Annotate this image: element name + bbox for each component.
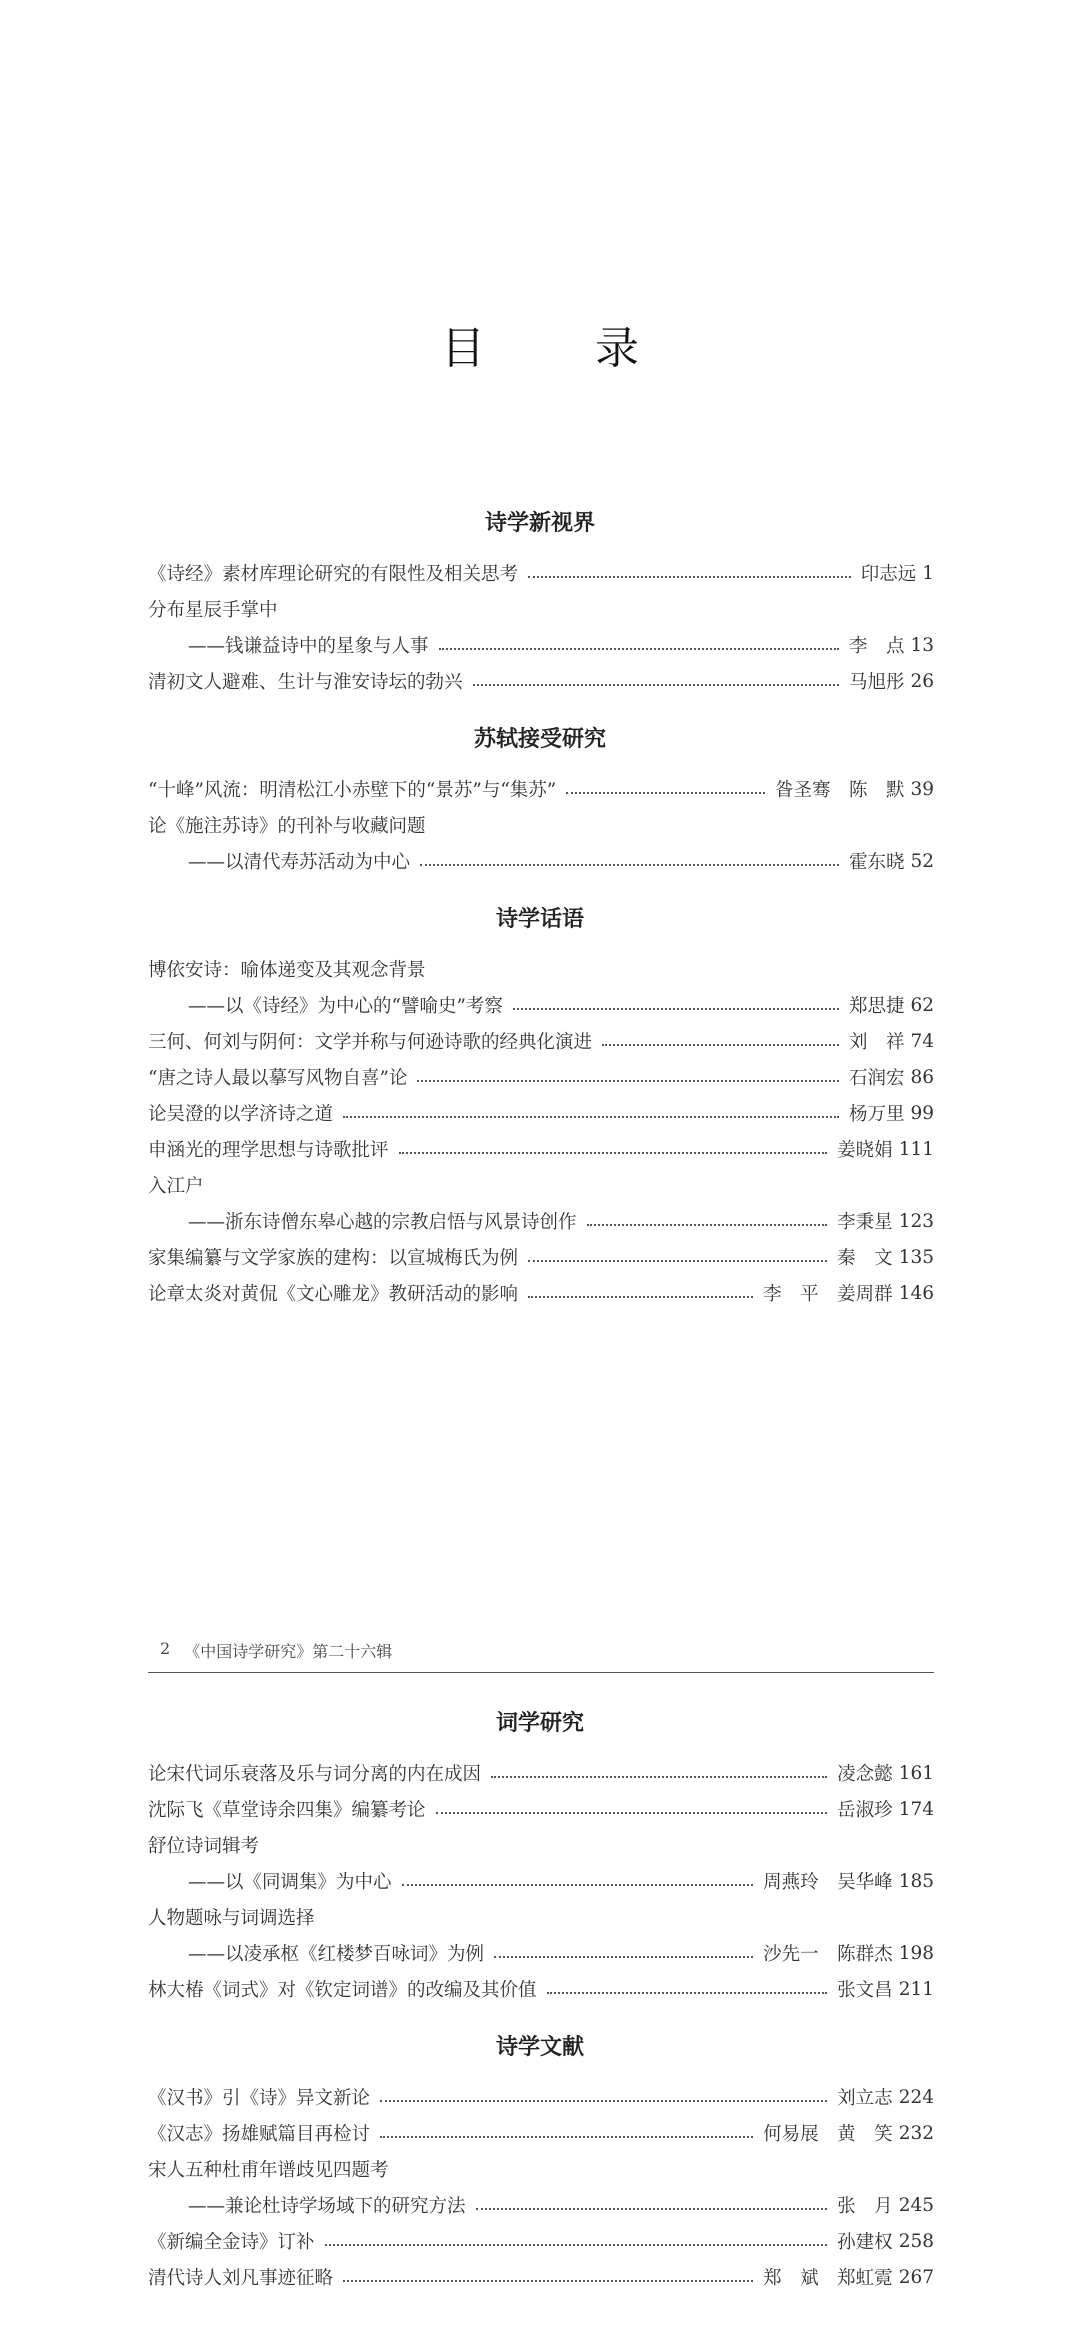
- toc-entry[interactable]: [188, 1866, 934, 1896]
- entry-title: 清代诗人刘凡事迹征略: [148, 2268, 334, 2289]
- entry-page: 123: [898, 1210, 934, 1232]
- entry-title: 入江户: [148, 1176, 204, 1197]
- entry-page: 39: [910, 778, 934, 800]
- entry-title: ——以《同调集》为中心: [188, 1872, 392, 1893]
- entry-author: 张文昌: [837, 1980, 893, 2001]
- entry-title: 《诗经》素材库理论研究的有限性及相关思考: [148, 564, 519, 585]
- entry-author: 郑 斌 郑虹霓: [763, 2268, 893, 2289]
- toc-entry[interactable]: [148, 594, 934, 624]
- toc-entry[interactable]: [148, 2226, 934, 2256]
- entry-title: ——以凌承枢《红楼梦百咏词》为例: [188, 1944, 485, 1965]
- section-title: 诗学文献: [495, 2035, 584, 2060]
- entry-page: 99: [910, 1102, 934, 1124]
- entry-page: 245: [898, 2194, 934, 2216]
- dot-leader: [439, 648, 839, 650]
- toc-entry[interactable]: [188, 990, 934, 1020]
- toc-entry[interactable]: [148, 810, 934, 840]
- entry-title: 申涵光的理学思想与诗歌批评: [148, 1140, 389, 1161]
- dot-leader: [587, 1224, 828, 1226]
- running-header-page: 2: [160, 1639, 171, 1658]
- entry-author: 霍东晓: [848, 852, 905, 873]
- toc-entry[interactable]: [148, 1026, 934, 1056]
- toc-entry[interactable]: [148, 2154, 934, 2184]
- dot-leader: [566, 792, 765, 794]
- toc-entry[interactable]: [148, 2082, 934, 2112]
- dot-leader: [325, 2244, 828, 2246]
- toc-entry[interactable]: [188, 630, 934, 660]
- dot-leader: [494, 1956, 753, 1958]
- entry-title: 家集编纂与文学家族的建构：以宣城梅氏为例: [148, 1248, 519, 1269]
- toc-entry[interactable]: [148, 1278, 934, 1308]
- entry-title: 论章太炎对黄侃《文心雕龙》教研活动的影响: [148, 1284, 519, 1305]
- entry-page: 86: [910, 1066, 934, 1088]
- entry-author: 刘 祥: [848, 1032, 905, 1053]
- entry-author: 李 点: [848, 636, 905, 657]
- section-title: 苏轼接受研究: [473, 727, 606, 752]
- dot-leader: [528, 576, 851, 578]
- dot-leader: [547, 1992, 828, 1994]
- entry-page: 224: [898, 2086, 934, 2108]
- dot-leader: [473, 684, 839, 686]
- section-title: 词学研究: [495, 1711, 584, 1736]
- entry-page: 13: [910, 634, 934, 656]
- entry-author: 岳淑珍: [837, 1800, 893, 1821]
- entry-title: 林大椿《词式》对《钦定词谱》的改编及其价值: [148, 1980, 537, 2001]
- entry-page: 161: [898, 1762, 934, 1784]
- entry-page: 185: [898, 1870, 934, 1892]
- title-char-right: 录: [595, 323, 639, 374]
- toc-entry[interactable]: [148, 1062, 934, 1092]
- entry-title: 三何、何刘与阴何：文学并称与何逊诗歌的经典化演进: [148, 1032, 593, 1053]
- entry-title: ——浙东诗僧东皋心越的宗教启悟与风景诗创作: [188, 1212, 577, 1233]
- entry-title: 《汉志》扬雄赋篇目再检讨: [148, 2124, 371, 2145]
- entry-author: 孙建权: [837, 2232, 893, 2253]
- toc-entry[interactable]: [148, 1974, 934, 2004]
- entry-page: 1: [922, 562, 934, 584]
- entry-author: 昝圣骞 陈 默: [774, 780, 905, 801]
- entry-page: 211: [898, 1978, 934, 2000]
- dot-leader: [513, 1008, 839, 1010]
- section-title: 诗学新视界: [484, 511, 595, 536]
- toc-entry[interactable]: [148, 954, 934, 984]
- entry-title: 清初文人避难、生计与淮安诗坛的勃兴: [148, 672, 463, 693]
- entry-author: 何易展 黄 笑: [763, 2124, 893, 2145]
- running-header: [148, 1637, 934, 1673]
- entry-title: 论《施注苏诗》的刊补与收藏问题: [148, 816, 426, 837]
- dot-leader: [476, 2208, 828, 2210]
- entry-author: 沙先一 陈群杰: [763, 1944, 893, 1965]
- entry-title: 人物题咏与词调选择: [148, 1908, 315, 1929]
- toc-entry[interactable]: [188, 1938, 934, 1968]
- entry-author: 马旭彤: [848, 672, 905, 693]
- toc-entry[interactable]: [148, 2118, 934, 2148]
- toc-entry[interactable]: [148, 1242, 934, 1272]
- dot-leader: [402, 1884, 754, 1886]
- entry-page: 26: [910, 670, 934, 692]
- toc-entry[interactable]: [188, 2190, 934, 2220]
- dot-leader: [343, 1116, 839, 1118]
- entry-page: 52: [910, 850, 934, 872]
- entry-author: 凌念懿: [837, 1764, 893, 1785]
- entry-author: 印志远: [860, 564, 917, 585]
- entry-title: 论吴澄的以学济诗之道: [148, 1104, 334, 1125]
- entry-title: 博依安诗：喻体递变及其观念背景: [148, 960, 426, 981]
- toc-entry[interactable]: [148, 1794, 934, 1824]
- toc-entry[interactable]: [148, 558, 934, 588]
- toc-entry[interactable]: [148, 1098, 934, 1128]
- entry-title: 论宋代词乐衰落及乐与词分离的内在成因: [148, 1764, 482, 1785]
- entry-title: ——以清代寿苏活动为中心: [188, 852, 411, 873]
- toc-entry[interactable]: [148, 1758, 934, 1788]
- entry-author: 周燕玲 吴华峰: [763, 1872, 893, 1893]
- toc-entry[interactable]: [148, 1902, 934, 1932]
- entry-author: 杨万里: [848, 1104, 905, 1125]
- toc-entry[interactable]: [188, 846, 934, 876]
- entry-page: 74: [910, 1030, 934, 1052]
- dot-leader: [417, 1080, 839, 1082]
- toc-entry[interactable]: [148, 2262, 934, 2292]
- entry-title: 分布星辰手掌中: [148, 600, 278, 621]
- dot-leader: [491, 1776, 827, 1778]
- entry-page: 111: [898, 1138, 934, 1160]
- entry-title: ——以《诗经》为中心的“譬喻史”考察: [188, 996, 503, 1017]
- entry-author: 秦 文: [837, 1248, 893, 1269]
- dot-leader: [528, 1296, 753, 1298]
- entry-page: 258: [898, 2230, 934, 2252]
- entry-page: 135: [898, 1246, 934, 1268]
- entry-page: 198: [898, 1942, 934, 1964]
- dot-leader: [420, 864, 839, 866]
- toc-entry[interactable]: [148, 774, 934, 804]
- entry-title: “十峰”风流：明清松江小赤壁下的“景苏”与“集苏”: [148, 780, 557, 801]
- dot-leader: [343, 2280, 753, 2282]
- entry-author: 张 月: [837, 2196, 893, 2217]
- dot-leader: [602, 1044, 839, 1046]
- entry-author: 姜晓娟: [837, 1140, 893, 1161]
- dot-leader: [528, 1260, 827, 1262]
- entry-page: 62: [910, 994, 934, 1016]
- entry-author: 石润宏: [848, 1068, 905, 1089]
- entry-title: ——兼论杜诗学场域下的研究方法: [188, 2196, 466, 2217]
- toc-entry[interactable]: [148, 1830, 934, 1860]
- toc-entry[interactable]: [148, 1134, 934, 1164]
- entry-title: 《新编全金诗》订补: [148, 2232, 315, 2253]
- entry-title: 宋人五种杜甫年谱歧见四题考: [148, 2160, 389, 2181]
- entry-author: 郑思捷: [848, 996, 905, 1017]
- dot-leader: [399, 1152, 828, 1154]
- toc-entry[interactable]: [148, 1170, 934, 1200]
- entry-author: 刘立志: [837, 2088, 893, 2109]
- running-header-text: 《中国诗学研究》第二十六辑: [184, 1642, 393, 1661]
- dot-leader: [380, 2136, 753, 2138]
- toc-entry[interactable]: [188, 1206, 934, 1236]
- entry-title: “唐之诗人最以摹写风物自喜”论: [148, 1068, 408, 1089]
- entry-page: 267: [898, 2266, 934, 2288]
- dot-leader: [380, 2100, 827, 2102]
- entry-author: 李 平 姜周群: [763, 1284, 893, 1305]
- entry-title: ——钱谦益诗中的星象与人事: [188, 636, 429, 657]
- entry-title: 舒位诗词辑考: [148, 1836, 260, 1857]
- title-char-left: 目: [441, 323, 485, 374]
- entry-page: 174: [898, 1798, 934, 1820]
- entry-author: 李秉星: [837, 1212, 893, 1233]
- entry-title: 沈际飞《草堂诗余四集》编纂考论: [148, 1800, 426, 1821]
- entry-page: 232: [898, 2122, 934, 2144]
- section-title: 诗学话语: [495, 907, 584, 932]
- toc-entry[interactable]: [148, 666, 934, 696]
- dot-leader: [436, 1812, 828, 1814]
- entry-page: 146: [898, 1282, 934, 1304]
- entry-title: 《汉书》引《诗》异文新论: [148, 2088, 371, 2109]
- page-title: [0, 312, 1080, 376]
